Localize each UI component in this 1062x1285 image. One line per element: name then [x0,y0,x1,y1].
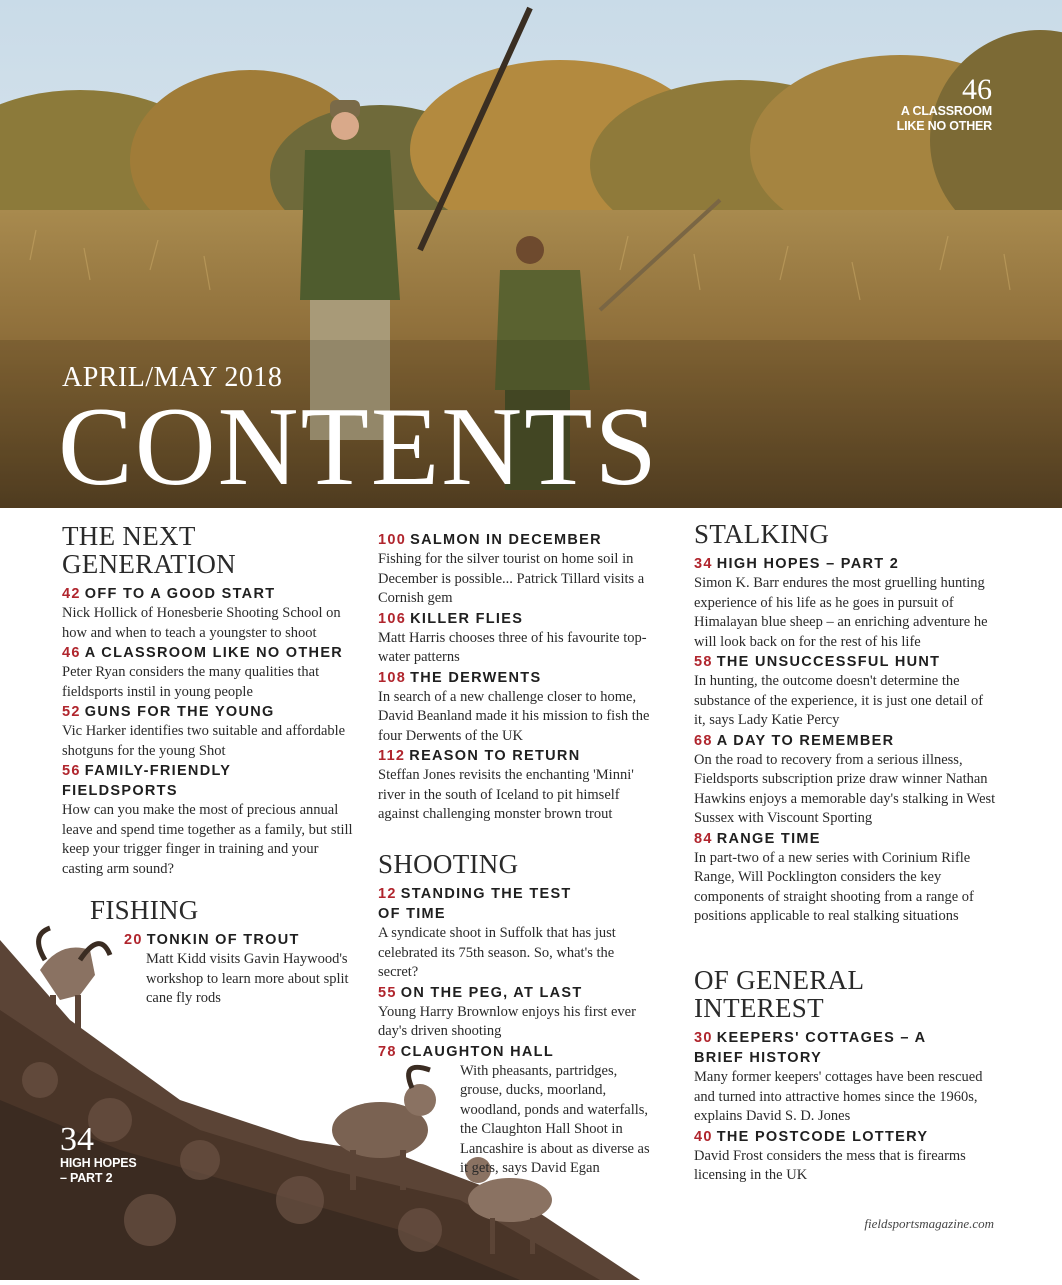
contents-entry[interactable] [62,584,362,643]
entry-title: GUNS FOR THE YOUNG [84,704,275,720]
entry-title: THE POSTCODE LOTTERY [716,1128,929,1145]
page-number: 12 [378,886,397,902]
entry-description: Steffan Jones revisits the enchanting 'Minni' river in the south of Iceland to pit himself against challenging monster brown trout [378,767,634,822]
entry-title: STANDING THE TEST OF TIME [378,886,572,922]
contents-entry[interactable] [378,884,658,983]
callout-page-number: 34 [60,1121,94,1158]
page-number: 42 [62,586,81,602]
section-fishing-continued [378,530,658,825]
entry-title: OFF TO A GOOD START [84,586,276,602]
page-number: 40 [694,1128,713,1145]
contents-entry[interactable] [694,731,996,829]
issue-date: APRIL/MAY 2018 [62,362,283,393]
entry-title: KEEPERS' COTTAGES – A BRIEF HISTORY [694,1030,926,1066]
contents-entry[interactable] [378,1042,658,1179]
entry-title: CLAUGHTON HALL [400,1043,554,1060]
entry-description: With pheasants, partridges, grouse, ducks, moorland, woodland, ponds and waterfalls, the Claughton Hall Shoot in Lancashire is about as diverse as it gets, says David Egan [460,1062,650,1176]
section-shooting [378,850,658,1179]
entry-description: In hunting, the outcome doesn't determine the substance of the experience, it is just one detail of it, says Lady Katie Percy [694,673,984,728]
contents-entry[interactable] [62,643,362,702]
page-number: 20 [124,932,143,948]
page-number: 52 [62,704,81,720]
footer-url[interactable]: fieldsportsmagazine.com [864,1216,994,1231]
page-number: 100 [378,532,407,548]
page-number: 68 [694,732,713,749]
entry-description: Vic Harker identifies two suitable and affordable shotguns for the young Shot [62,723,346,759]
section-stalking [694,520,996,927]
contents-entry[interactable] [694,1028,996,1127]
entry-title: THE DERWENTS [410,669,542,686]
entry-title: SALMON IN DECEMBER [410,532,602,548]
page-number: 84 [694,830,713,847]
top-page-callout [896,73,992,134]
entry-title: RANGE TIME [716,830,821,847]
contents-entry[interactable] [90,930,360,1009]
entry-description: In search of a new challenge closer to home, David Beanland made it his mission to fish the four Derwents of the UK [378,688,650,744]
section-heading: SHOOTING [378,849,519,879]
page-number: 108 [378,669,407,686]
entry-description: Young Harry Brownlow enjoys his first ever day's driven shooting [378,1003,636,1039]
entry-description: On the road to recovery from a serious illness, Fieldsports subscription prize draw winner Nathan Hawkins enjoys a memorable day's stalking in West Sussex with Viscount Sporting [694,751,996,826]
page-number: 30 [694,1030,713,1046]
entry-title: A CLASSROOM LIKE NO OTHER [84,645,344,661]
entry-description: Matt Kidd visits Gavin Haywood's workshop to learn more about split cane fly rods [146,951,349,1006]
entry-title: THE UNSUCCESSFUL HUNT [716,654,941,670]
entry-description: A syndicate shoot in Suffolk that has just celebrated its 75th season. So, what's the secret? [378,925,616,980]
bottom-page-callout [60,1121,137,1186]
contents-entry[interactable] [694,1127,996,1186]
entry-description: Nick Hollick of Honesberie Shooting School on how and when to teach a youngster to shoot [62,605,341,641]
entry-description: Simon K. Barr endures the most gruelling hunting experience of his life as he goes in pursuit of Himalayan blue sheep – an enriching adventure he will look back on for the rest of his life [694,575,988,650]
page-title: CONTENTS [58,385,659,509]
page-number: 34 [694,556,713,572]
contents-entry[interactable] [694,652,996,731]
page-number: 55 [378,984,397,1001]
contents-entry[interactable] [378,746,658,825]
entry-title: TONKIN OF TROUT [146,932,300,948]
page-number: 56 [62,763,81,779]
contents-entry[interactable] [62,761,362,879]
contents-entry[interactable] [378,668,658,747]
entry-description: David Frost considers the mess that is firearms licensing in the UK [694,1147,966,1183]
page-number: 106 [378,610,407,627]
page-number: 78 [378,1043,397,1060]
entry-description: Fishing for the silver tourist on home soil in December is possible... Patrick Tillard visits a Cornish gem [378,551,645,606]
callout-page-number: 46 [962,73,992,106]
callout-caption: HIGH HOPES – PART 2 [60,1156,137,1185]
entry-title: ON THE PEG, AT LAST [400,984,583,1001]
section-fishing [90,896,360,1009]
page-number: 46 [62,645,81,661]
entry-title: HIGH HOPES – PART 2 [716,556,900,572]
contents-entry[interactable] [378,609,658,668]
callout-caption: A CLASSROOM LIKE NO OTHER [896,104,992,133]
page-number: 58 [694,654,713,670]
entry-title: FAMILY-FRIENDLY FIELDSPORTS [62,763,232,799]
section-heading: THE NEXT GENERATION [62,521,236,579]
section-heading: STALKING [694,519,830,549]
page-number: 112 [378,748,406,764]
section-heading: FISHING [90,895,199,925]
entry-title: KILLER FLIES [410,610,524,627]
contents-entry[interactable] [62,702,362,761]
entry-description: In part-two of a new series with Corinium Rifle Range, Will Pocklington considers the key components of straight shooting from a range of positions applicable to real stalking situations [694,849,974,924]
section-heading: OF GENERAL INTEREST [694,965,865,1023]
contents-entry[interactable] [694,554,996,652]
section-next-generation [62,522,362,879]
entry-title: REASON TO RETURN [409,748,581,764]
contents-entry[interactable] [378,530,658,609]
section-general-interest [694,966,996,1186]
entry-description: Matt Harris chooses three of his favourite top-water patterns [378,629,647,665]
entry-description: Peter Ryan considers the many qualities that fieldsports instil in young people [62,664,320,700]
entry-title: A DAY TO REMEMBER [716,732,895,749]
entry-description: How can you make the most of precious annual leave and spend time together as a family, but still keep your trigger finger in training and your casting arm sound? [62,802,353,877]
contents-entry[interactable] [378,983,658,1042]
contents-entry[interactable] [694,829,996,927]
entry-description: Many former keepers' cottages have been rescued and turned into attractive homes since the 1960s, explains David S. D. Jones [694,1069,983,1124]
